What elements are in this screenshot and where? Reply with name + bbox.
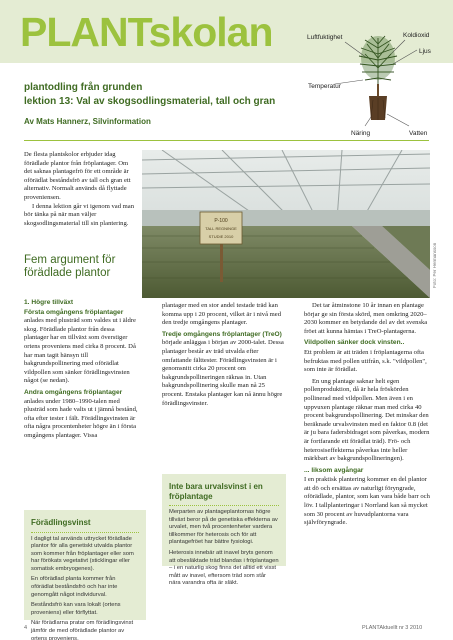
header-rule	[24, 140, 429, 141]
author-line: Av Mats Hannerz, Silvinformation	[24, 117, 151, 126]
label-water: Vatten	[409, 130, 428, 137]
body-paragraph: Tredje omgångens fröplantager (TreO) började anläggas i början av 2000-talet. Dessa plantager består av träd utvalda efter omfattande fälttester. Förädlingsvinsten är i genomsnitt cirka 20 procent om bakgrundspollineringen räknas in. Utan bakgrundspollinering skulle man nå 25 procent. Enstaka plantager kan nå ännu högre förädlingsvinster.	[162, 330, 284, 407]
intro-paragraph: I denna lektion går vi igenom vad man bör tänka på när man väljer skogsodlingsmaterial till sin plantering.	[24, 202, 134, 227]
info-box-breeding-gain	[24, 510, 146, 640]
series-title: plantodling från grunden	[24, 82, 143, 93]
box-paragraph: Merparten av plantageplantornas högre tillväxt beror på de genetiska effekterna av urvalet, men två procentenheter vardera tillkommer för heterosis och för att plantagefröet har bättre fysiologi.	[169, 505, 279, 547]
seedling-diagram	[305, 28, 448, 140]
body-paragraph: Första omgångens fröplantager anlades med plusträd som valdes ut i äldre skog. Förädlade plantor från dessa plantager har en tillväxt som överstiger ortens proveniens med cirka 8 procent. Då har man tagit hänsyn till bakgrundspollinering med oförädlat vildpollen som sänker förädlingsvinsten något (se nedan).	[24, 308, 136, 385]
box-paragraph: Beståndsfrö kan vara lokalt (ortens proveniens) eller förflyttat.	[31, 602, 121, 616]
issue-line: PLANTAktuellt nr 3 2010	[362, 625, 423, 631]
box-paragraph: När förädlarna pratar om förädlingsvinst jämför de med oförädlade plantor av ortens proveniens.	[31, 620, 134, 640]
sign-line: STUDIE 2010	[208, 234, 234, 239]
greenhouse-illustration	[142, 150, 430, 298]
page-number: 4	[24, 625, 28, 631]
intro-paragraph: De flesta plantskolor erbjuder idag förädlade plantor från fröplantager. Om det saknas plantagefrö för ett område är oförädlat beståndsfrö av tall och gran ett alternativ. Normalt används då flyttade proveniensen.	[24, 151, 131, 201]
label-temperature: Temperatur	[308, 83, 341, 90]
body-paragraph: plantager med en stor andel testade träd kan komma upp i 20 procent, vilket är i nivå med den tredje omgångens plantager.	[162, 302, 282, 327]
label-co2: Koldioxid	[403, 32, 430, 39]
body-paragraph: I en praktisk plantering kommer en del plantor att dö och ersättas av naturligt föryngrade, oförädlade, plantor, som kan vara både barr och löv. I tallplanteringar i Norrland kan så mycket som 30 procent av huvudplantorna vara självföryngrade.	[304, 476, 430, 527]
body-column-2	[162, 302, 284, 411]
body-column-1	[24, 296, 140, 444]
masthead-title: PLANTskolan	[20, 9, 273, 55]
photo-credit: Foto: Per Hermansson	[432, 242, 437, 288]
label-nutrition: Näring	[351, 130, 371, 137]
label-light: Ljus	[419, 48, 431, 55]
sign-line: P-100	[214, 218, 228, 224]
box-title: Förädlingsvinst	[31, 518, 91, 527]
greenhouse-photo	[142, 150, 430, 298]
label-humidity: Luftfuktighet	[307, 34, 343, 41]
info-box-selection-gain	[162, 474, 286, 587]
box-paragraph: En oförädlad planta kommer från oförädlat beståndsfrö och har inte genomgått något individurval.	[31, 576, 118, 598]
body-paragraph: En ung plantage saknar helt egen pollenproduktion, då är hela fröskörden pollinerad med vildpollen. Men även i en uppvuxen plantage räknar man med cirka 40 procent bakgrundspollinering. Det minskar den beräknade urvalsvinsten med en faktor 0.8 (det är ju bara fadersbidraget som påverkas, modern är fortfarande ett förädlat träd). Frö- och heterosiseffekterna påverkas inte heller märkbart av bakgrundspollineringen).	[304, 377, 430, 463]
box-paragraph: I dagligt tal används uttrycket förädlade plantor för alla genetiskt utvalda plantor som kommer från fröplantager eller som har förökats vegetativt (sticklingar eller somatisk embryogenes).	[31, 532, 139, 574]
body-paragraph: Ett problem är att träden i fröplantagerna ofta befruktas med pollen utifrån, s.k. "vildpollen", som inte är förädlat.	[304, 348, 427, 374]
sign-line: TALL REGNINGE	[205, 226, 237, 231]
body-column-3	[304, 302, 430, 531]
body-paragraph: Det tar åtminstone 10 år innan en plantage börjar ge sin första skörd, men omkring 2020–2030 kommer en betydande del av det svenska fröet att kunna hämtas i TreO-plantagerna.	[304, 302, 428, 335]
box-paragraph: Heterosis innebär att inavel bryts genom att obesläktade träd blandas i fröplantagen – i en naturlig skog finns det alltid ett visst mått av inavel, eftersom träd som står nära varandra ofta är släkt.	[169, 549, 279, 587]
body-paragraph: Andra omgångens fröplantager anlades under 1980–1990-talen med plusträd som hade valts ut i jämnå bestånd, ofta efter tester i fält. Förädlingsvinsten är ofta några procentenheter högre än i första omgångens plantager. Vissa	[24, 388, 138, 439]
box-title: Inte bara urvalsvinst i en fröplantage	[169, 482, 263, 501]
section-title: Fem argument för förädlade plantor	[24, 254, 116, 279]
lesson-title: lektion 13: Val av skogsodlingsmaterial, tall och gran	[24, 96, 276, 107]
intro-text	[24, 151, 136, 228]
subheading: Vildpollen sänker dock vinsten..	[304, 339, 405, 347]
subheading: ... liksom avgångar	[304, 466, 364, 474]
subheading: 1. Högre tillväxt	[24, 299, 74, 306]
